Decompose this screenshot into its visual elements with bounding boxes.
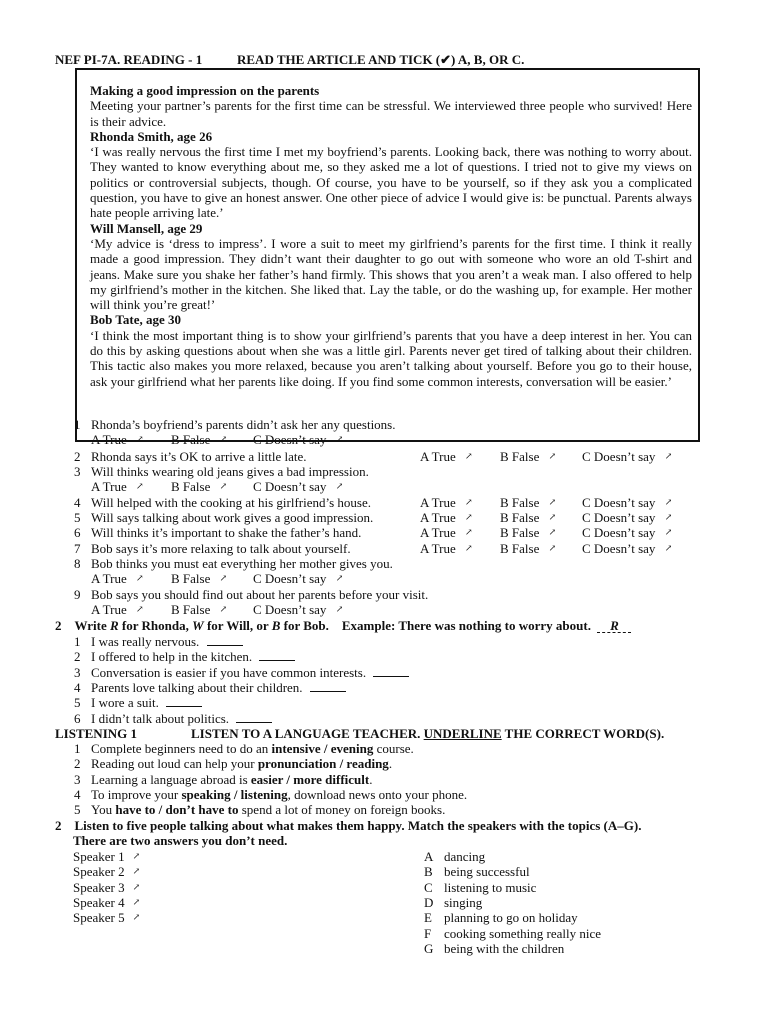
tick-icon[interactable]: ↗ <box>132 866 141 877</box>
tick-icon[interactable]: ↗ <box>548 512 557 522</box>
topic-letter: G <box>424 940 434 956</box>
option-label: C Doesn’t say <box>253 479 327 494</box>
answer-blank[interactable] <box>236 711 272 723</box>
option-label: A True <box>91 432 127 447</box>
question-text: course. <box>373 741 414 756</box>
listening2-instruction-2: There are two answers you don’t need. <box>73 833 288 848</box>
tick-icon[interactable]: ↗ <box>664 451 673 461</box>
question-text: Learning a language abroad is <box>91 771 251 787</box>
question-line <box>91 649 295 664</box>
tick-icon[interactable]: ↗ <box>335 573 344 583</box>
speaker-row <box>73 880 140 895</box>
question-text: . <box>388 756 393 772</box>
word-choice[interactable]: pronunciation / reading <box>257 756 389 772</box>
tick-icon[interactable]: ↗ <box>136 434 144 444</box>
article-intro: Meeting your partner’s parents for the first time can be stressful. We interviewed three people who survived! Here is their advice. <box>90 98 692 129</box>
option-c[interactable] <box>582 495 672 510</box>
question-line <box>91 695 202 710</box>
topic-letter: F <box>424 925 432 941</box>
question-text: Bob thinks you must eat everything her mother gives you. <box>91 556 393 571</box>
option-label: C Doesn’t say <box>253 571 327 586</box>
tick-icon[interactable]: ↗ <box>219 481 228 491</box>
answer-blank[interactable] <box>259 649 295 661</box>
question-text: I didn’t talk about politics. <box>91 710 230 726</box>
option-a[interactable] <box>420 510 473 525</box>
question-text: , download news onto your phone. <box>287 786 468 802</box>
topic-text: being with the children <box>444 940 565 956</box>
question-number: 3 <box>74 771 81 787</box>
topic-letter: D <box>424 894 434 910</box>
tick-icon[interactable]: ↗ <box>465 527 473 537</box>
question-number: 5 <box>74 695 81 711</box>
option-label: B False <box>171 602 211 617</box>
option-label: B False <box>500 525 540 540</box>
option-b[interactable] <box>500 510 556 525</box>
question-line <box>91 665 409 680</box>
speaker-row <box>73 849 140 864</box>
topic-letter: B <box>424 864 433 880</box>
listening1-instruction: LISTEN TO A LANGUAGE TEACHER. UNDERLINE THE CORRECT WORD(S). <box>191 726 665 741</box>
question-number: 2 <box>74 649 81 665</box>
speaker-label: Speaker 2 <box>73 864 125 880</box>
option-label: A True <box>420 525 456 540</box>
option-label: B False <box>500 495 540 510</box>
tick-icon[interactable]: ↗ <box>664 527 673 537</box>
question-number: 1 <box>74 741 81 756</box>
option-c[interactable] <box>582 525 672 540</box>
tick-icon[interactable]: ↗ <box>548 543 557 553</box>
tick-icon[interactable]: ↗ <box>664 543 673 553</box>
question-text: Rhonda says it’s OK to arrive a little late. <box>91 449 307 464</box>
article-body <box>90 83 692 389</box>
tick-icon[interactable]: ↗ <box>136 604 144 614</box>
example-text: Example: There was nothing to worry about. <box>341 618 591 633</box>
option-c[interactable] <box>582 510 672 525</box>
listening2-instruction: 2 Listen to five people talking about what makes them happy. Match the speakers with the topics (A–G). <box>55 818 642 833</box>
option-b[interactable] <box>500 449 556 464</box>
person-name: Will Mansell, age 29 <box>90 220 203 236</box>
person-text: ‘I think the most important thing is to show your girlfriend’s parents that you have a deep interest in her. You can do this by asking questions about when she was a little girl. Parents never get tired of talking about their children. This tactic also makes you more relaxed, because you aren’t talking about yourself. Before you go to their house, ask your girlfriend what her parents like doing. If you find some common interests, conversation will be easier.’ <box>90 327 692 389</box>
question-text: Reading out loud can help your <box>91 756 258 772</box>
question-number: 4 <box>74 495 81 510</box>
tick-icon[interactable]: ↗ <box>465 451 473 461</box>
option-c[interactable] <box>582 449 672 464</box>
option-label: A True <box>420 495 456 510</box>
option-a[interactable] <box>91 432 144 447</box>
tick-icon[interactable]: ↗ <box>132 881 141 892</box>
question-text: . <box>369 771 373 787</box>
answer-blank[interactable] <box>373 665 409 677</box>
option-label: C Doesn’t say <box>582 510 656 525</box>
speaker-label: Speaker 1 <box>73 849 125 864</box>
option-a[interactable] <box>420 495 473 510</box>
speaker-label: Speaker 3 <box>73 879 125 895</box>
question-line <box>91 802 445 817</box>
option-label: B False <box>171 432 211 447</box>
question-line <box>91 772 372 787</box>
tick-icon[interactable]: ↗ <box>132 851 141 861</box>
article-title: Making a good impression on the parents <box>90 83 320 98</box>
question-text: To improve your <box>91 786 182 802</box>
option-label: A True <box>420 541 456 556</box>
question-text: You <box>91 802 116 818</box>
topic-text: listening to music <box>444 879 537 895</box>
topic-text: cooking something really nice <box>444 925 602 941</box>
question-text: Will thinks it’s important to shake the father’s hand. <box>91 525 362 540</box>
option-label: B False <box>500 541 540 556</box>
question-line <box>91 741 414 756</box>
question-number: 5 <box>74 802 81 818</box>
option-a[interactable] <box>91 571 144 586</box>
option-label: C Doesn’t say <box>582 495 656 510</box>
question-text: Parents love talking about their children. <box>91 679 303 695</box>
word-choice[interactable]: speaking / listening <box>181 786 288 802</box>
answer-blank[interactable] <box>166 695 202 707</box>
option-b[interactable] <box>500 495 556 510</box>
tick-icon[interactable]: ↗ <box>465 543 473 553</box>
question-text: I offered to help in the kitchen. <box>91 649 253 665</box>
question-number: 2 <box>74 756 81 772</box>
listening1-title: LISTENING 1 <box>55 726 137 741</box>
person-name: Rhonda Smith, age 26 <box>90 128 213 144</box>
topic-text: dancing <box>444 849 486 864</box>
option-c[interactable] <box>253 571 343 586</box>
question-number: 4 <box>74 679 81 695</box>
question-number: 5 <box>74 510 81 525</box>
speaker-row <box>73 910 140 925</box>
question-number: 4 <box>74 786 81 802</box>
question-line <box>91 634 243 649</box>
option-label: B False <box>171 571 211 586</box>
example-answer: R <box>597 618 631 633</box>
worksheet-code: NEF PI-7A. READING - 1 <box>55 52 203 67</box>
option-label: A True <box>91 571 127 586</box>
option-b[interactable] <box>171 432 227 447</box>
question-text: Will helped with the cooking at his girlfriend’s house. <box>91 495 372 510</box>
answer-blank[interactable] <box>207 634 243 646</box>
question-text: Will says talking about work gives a good impression. <box>91 510 374 525</box>
option-c[interactable] <box>253 479 343 494</box>
question-number: 9 <box>74 587 81 602</box>
tick-icon[interactable]: ↗ <box>465 497 473 507</box>
option-label: C Doesn’t say <box>582 525 656 540</box>
tick-icon[interactable]: ↗ <box>136 573 144 583</box>
option-label: B False <box>171 479 211 494</box>
topic-letter: C <box>424 879 433 895</box>
tick-icon[interactable]: ↗ <box>132 896 141 907</box>
tick-icon[interactable]: ↗ <box>219 573 228 583</box>
word-choice[interactable]: intensive / evening <box>271 741 374 756</box>
speaker-row <box>73 895 140 910</box>
option-c[interactable] <box>253 602 343 617</box>
question-number: 6 <box>74 710 81 726</box>
option-b[interactable] <box>500 525 556 540</box>
option-a[interactable] <box>91 602 144 617</box>
question-text: Will thinks wearing old jeans gives a bad impression. <box>91 464 369 479</box>
topic-text: singing <box>444 894 483 910</box>
option-label: C Doesn’t say <box>582 449 656 464</box>
question-number: 7 <box>74 541 81 556</box>
option-c[interactable] <box>253 432 343 447</box>
question-text: I wore a suit. <box>91 695 159 711</box>
speaker-label: Speaker 5 <box>73 910 125 926</box>
tick-icon[interactable]: ↗ <box>465 512 473 522</box>
question-line <box>91 756 392 771</box>
topic-text: being successful <box>444 864 530 880</box>
question-text: spend a lot of money on foreign books. <box>238 802 446 818</box>
word-choice[interactable]: have to / don’t have to <box>115 802 239 818</box>
option-c[interactable] <box>582 541 672 556</box>
option-label: B False <box>500 449 540 464</box>
option-b[interactable] <box>171 479 227 494</box>
question-number: 3 <box>74 464 81 479</box>
option-label: A True <box>420 510 456 525</box>
question-number: 6 <box>74 525 81 540</box>
tick-icon[interactable]: ↗ <box>664 497 673 507</box>
person-text: ‘I was really nervous the first time I met my boyfriend’s parents. Looking back, there was nothing to worry about. They wanted to know everything about me, so they asked me a lot of questions. I tried not to give my views on politics or controversial subjects, though. Of course, you have to be yourself, so if they ask you a complicated question, you have to give an honest answer. One other piece of advice I would give is: be punctual. Parents always hate people arriving late.’ <box>90 144 692 221</box>
topic-text: planning to go on holiday <box>444 910 578 926</box>
tick-icon[interactable]: ↗ <box>219 604 228 614</box>
tick-icon[interactable]: ↗ <box>335 481 344 491</box>
option-label: A True <box>91 602 127 617</box>
option-label: A True <box>91 479 127 494</box>
question-number: 2 <box>74 449 81 464</box>
answer-blank[interactable] <box>310 680 346 692</box>
person-text: ‘My advice is ‘dress to impress’. I wore a suit to meet my girlfriend’s parents for the first time. I think it really made a good impression. They didn’t want their daughter to go out with someone who wore an old T-shirt and jeans. Make sure you shake her father’s hand firmly. This shows that you aren’t a weak man. I also offered to help my girlfriend’s mother in the kitchen. She liked that. Lay the table, or do the washing up, for example. Her mother will think you’re great!’ <box>90 235 692 313</box>
question-number: 1 <box>74 634 81 649</box>
word-choice[interactable]: easier / more difficult <box>250 771 370 787</box>
question-text: Complete beginners need to do an <box>91 741 272 756</box>
question-number: 3 <box>74 664 81 680</box>
option-label: C Doesn’t say <box>253 432 327 447</box>
tick-icon[interactable]: ↗ <box>664 512 673 522</box>
option-b[interactable] <box>171 571 227 586</box>
question-text: Bob says you should find out about her parents before your visit. <box>91 587 429 602</box>
option-label: A True <box>420 449 456 464</box>
option-a[interactable] <box>420 541 473 556</box>
reading-instruction: READ THE ARTICLE AND TICK (✔) A, B, OR C. <box>237 52 525 67</box>
option-a[interactable] <box>420 449 473 464</box>
tick-icon[interactable]: ↗ <box>219 434 228 444</box>
question-number: 8 <box>74 556 81 571</box>
question-line <box>91 711 272 726</box>
tick-icon[interactable]: ↗ <box>548 527 557 537</box>
option-a[interactable] <box>420 525 473 540</box>
tick-icon[interactable]: ↗ <box>132 912 141 923</box>
topic-letter: E <box>424 910 432 926</box>
person-name: Bob Tate, age 30 <box>90 312 182 328</box>
question-line <box>91 787 467 802</box>
option-label: C Doesn’t say <box>253 602 327 617</box>
option-b[interactable] <box>500 541 556 556</box>
question-text: I was really nervous. <box>91 634 200 649</box>
section2-instruction: 2 Write R for Rhonda, W for Will, or B for Bob. Example: There was nothing to worry about. R <box>55 618 631 633</box>
tick-icon[interactable]: ↗ <box>335 604 344 614</box>
question-number: 1 <box>74 417 81 432</box>
option-label: C Doesn’t say <box>582 541 656 556</box>
question-text: Rhonda’s boyfriend’s parents didn’t ask her any questions. <box>91 417 396 432</box>
speaker-row <box>73 864 140 879</box>
option-b[interactable] <box>171 602 227 617</box>
option-label: B False <box>500 510 540 525</box>
speaker-label: Speaker 4 <box>73 894 125 910</box>
question-text: Conversation is easier if you have common interests. <box>91 664 367 680</box>
topic-letter: A <box>424 849 434 864</box>
question-line <box>91 680 346 695</box>
tick-icon[interactable]: ↗ <box>548 451 557 461</box>
option-a[interactable] <box>91 479 144 494</box>
tick-icon[interactable]: ↗ <box>136 481 144 491</box>
tick-icon[interactable]: ↗ <box>548 497 557 507</box>
tick-icon[interactable]: ↗ <box>335 434 344 444</box>
question-text: Bob says it’s more relaxing to talk about yourself. <box>91 541 351 556</box>
